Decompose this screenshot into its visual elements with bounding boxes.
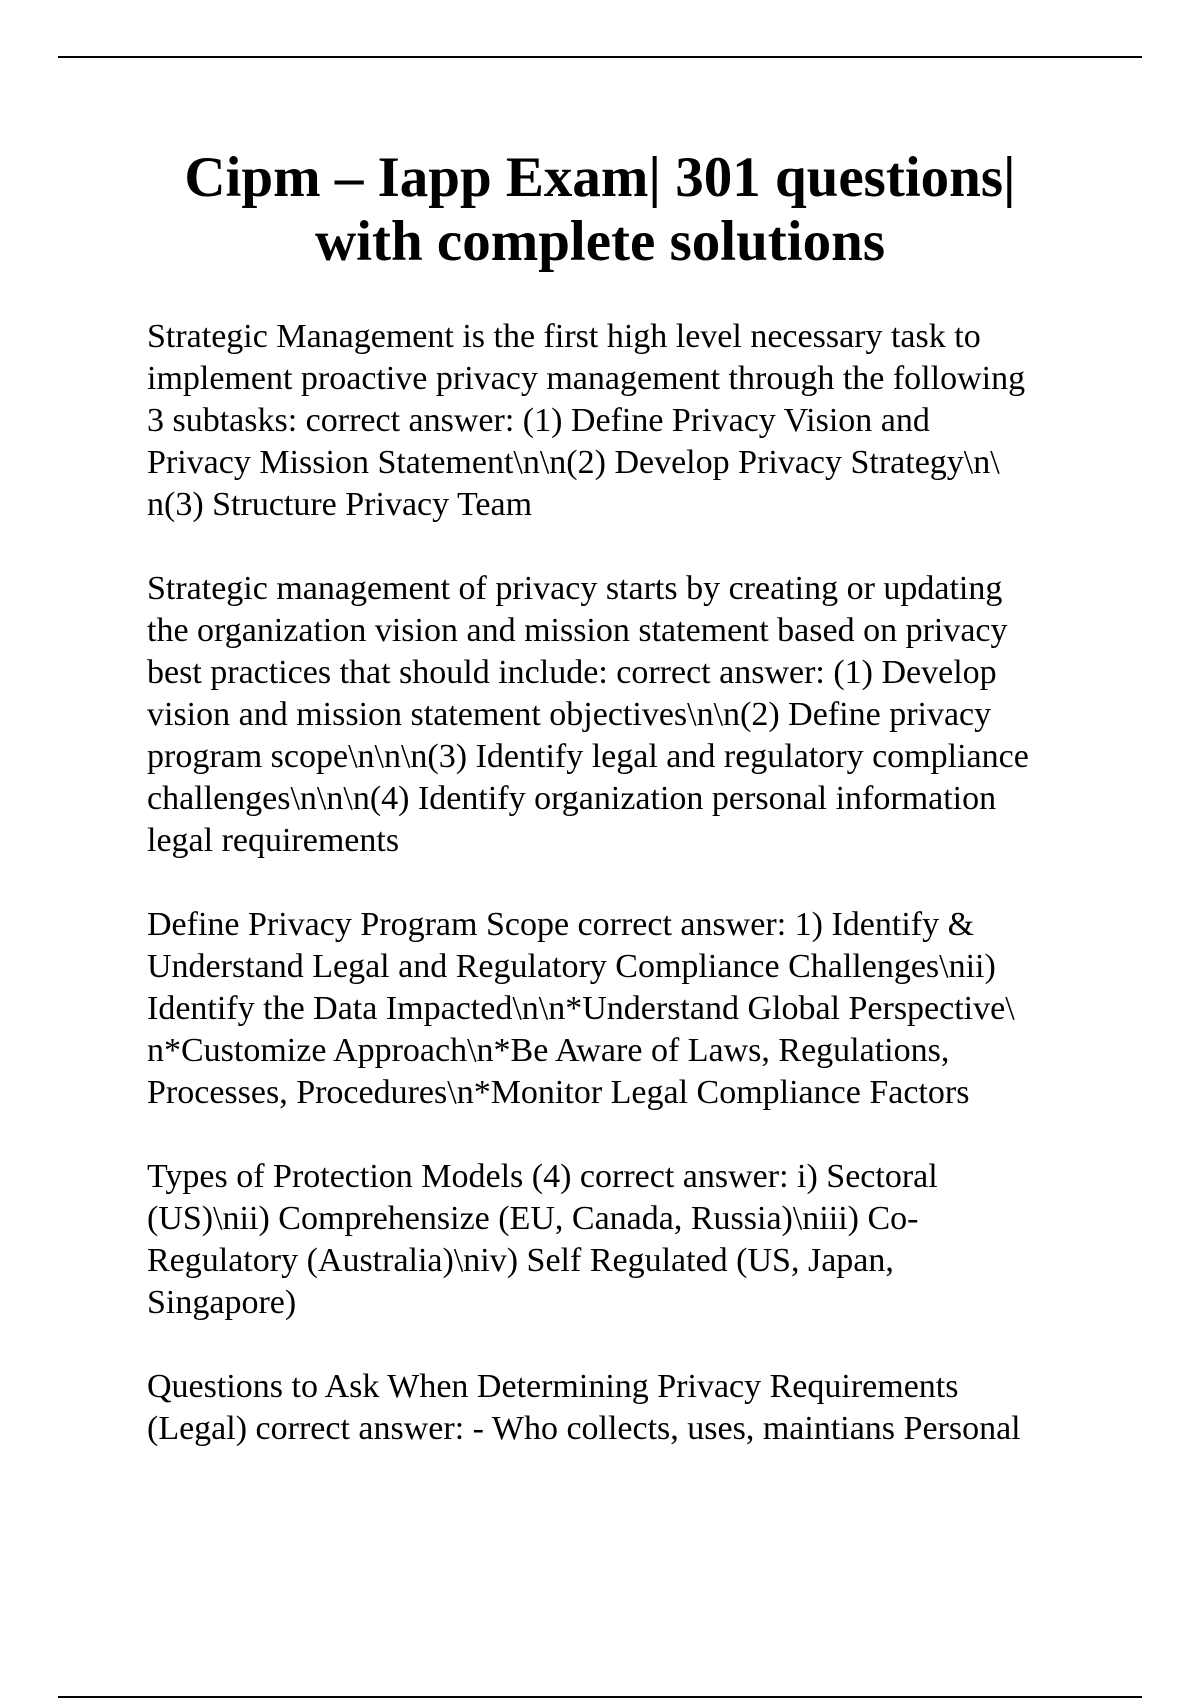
text-line: Privacy Mission Statement\n\n(2) Develop Privacy Strategy\n\ [147, 444, 1000, 481]
qa-entry-strategic-management [147, 316, 1097, 526]
qa-entry-types-of-protection-models [147, 1156, 1097, 1324]
text-line: Define Privacy Program Scope correct answer: 1) Identify & [147, 906, 975, 943]
qa-entry-strategic-management-of-privacy [147, 568, 1097, 862]
document-body [147, 316, 1097, 1492]
text-line: (Legal) correct answer: - Who collects, uses, maintians Personal [147, 1410, 1021, 1447]
title-line: Cipm – Iapp Exam| 301 questions| [184, 146, 1016, 209]
text-line: Regulatory (Australia)\niv) Self Regulated (US, Japan, [147, 1242, 894, 1279]
text-line: Understand Legal and Regulatory Compliance Challenges\nii) [147, 948, 996, 985]
document-title [140, 146, 1060, 274]
text-line: the organization vision and mission statement based on privacy [147, 612, 1008, 649]
text-line: Strategic management of privacy starts by creating or updating [147, 570, 1003, 607]
text-line: n*Customize Approach\n*Be Aware of Laws, Regulations, [147, 1032, 950, 1069]
qa-entry-questions-privacy-requirements [147, 1366, 1097, 1450]
text-line: Questions to Ask When Determining Privacy Requirements [147, 1368, 959, 1405]
text-line: Singapore) [147, 1284, 297, 1321]
qa-entry-define-privacy-program-scope [147, 904, 1097, 1114]
text-line: best practices that should include: correct answer: (1) Develop [147, 654, 997, 691]
text-line: Processes, Procedures\n*Monitor Legal Compliance Factors [147, 1074, 970, 1111]
top-divider [58, 56, 1142, 58]
text-line: implement proactive privacy management through the following [147, 360, 1026, 397]
text-line: challenges\n\n\n(4) Identify organization personal information [147, 780, 997, 817]
title-line: with complete solutions [315, 210, 885, 273]
text-line: program scope\n\n\n(3) Identify legal and regulatory compliance [147, 738, 1029, 775]
text-line: vision and mission statement objectives\n\n(2) Define privacy [147, 696, 992, 733]
bottom-divider [58, 1696, 1142, 1698]
text-line: (US)\nii) Comprehensize (EU, Canada, Russia)\niii) Co- [147, 1200, 919, 1237]
text-line: n(3) Structure Privacy Team [147, 486, 533, 523]
text-line: Types of Protection Models (4) correct answer: i) Sectoral [147, 1158, 938, 1195]
text-line: legal requirements [147, 822, 400, 859]
text-line: 3 subtasks: correct answer: (1) Define Privacy Vision and [147, 402, 930, 439]
text-line: Strategic Management is the first high level necessary task to [147, 318, 981, 355]
text-line: Identify the Data Impacted\n\n*Understand Global Perspective\ [147, 990, 1015, 1027]
